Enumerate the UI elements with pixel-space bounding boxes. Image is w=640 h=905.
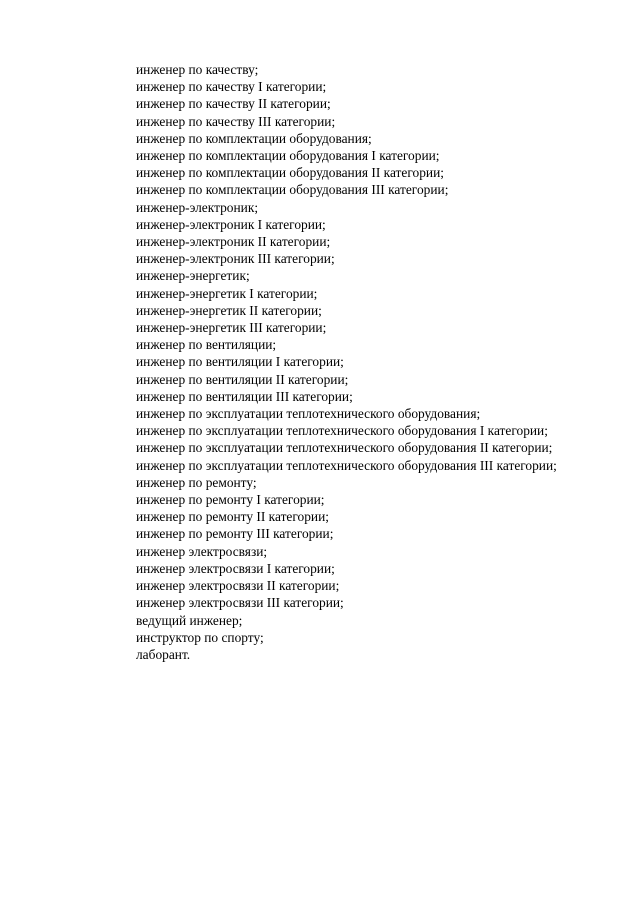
list-item: инженер электросвязи;	[136, 543, 268, 559]
list-item: инженер по комплектации оборудования II категории;	[136, 165, 444, 181]
list-item: ведущий инженер;	[136, 612, 243, 628]
list-item: инженер по ремонту I категории;	[136, 492, 325, 508]
list-item: инженер-энергетик;	[136, 268, 250, 284]
list-item: инженер по эксплуатации теплотехнического оборудования III категории;	[136, 457, 557, 473]
list-item: инженер по качеству I категории;	[136, 79, 327, 95]
list-item: инженер по ремонту;	[136, 474, 257, 490]
list-item: инженер по комплектации оборудования;	[136, 130, 372, 146]
list-item: инженер-энергетик III категории;	[136, 320, 327, 336]
list-item: инженер электросвязи II категории;	[136, 578, 340, 594]
list-item: инженер-энергетик I категории;	[136, 285, 318, 301]
list-item: инженер по качеству II категории;	[136, 96, 331, 112]
list-item: инженер по вентиляции I категории;	[136, 354, 344, 370]
list-item: лаборант.	[136, 646, 191, 662]
list-item: инженер по эксплуатации теплотехнического оборудования II категории;	[136, 440, 553, 456]
list-item: инженер-электроник II категории;	[136, 234, 331, 250]
list-item: инженер по вентиляции II категории;	[136, 371, 349, 387]
list-item: инженер-электроник I категории;	[136, 216, 326, 232]
list-item: инженер по ремонту II категории;	[136, 509, 329, 525]
list-item: инженер-электроник;	[136, 199, 259, 215]
list-item: инженер по вентиляции;	[136, 337, 277, 353]
list-item: инженер по качеству III категории;	[136, 113, 336, 129]
list-item: инженер по эксплуатации теплотехнического оборудования I категории;	[136, 423, 548, 439]
list-item: инженер электросвязи III категории;	[136, 595, 344, 611]
list-item: инженер по вентиляции III категории;	[136, 388, 353, 404]
list-item: инженер по комплектации оборудования I категории;	[136, 148, 440, 164]
list-item: инженер электросвязи I категории;	[136, 560, 335, 576]
position-list	[94, 61, 594, 663]
list-item: инженер по ремонту III категории;	[136, 526, 334, 542]
list-item: инженер по качеству;	[136, 62, 259, 77]
list-item: инструктор по спорту;	[136, 629, 264, 645]
list-item: инженер по комплектации оборудования III категории;	[136, 182, 449, 198]
list-item: инженер по эксплуатации теплотехнического оборудования;	[136, 406, 481, 422]
list-item: инженер-энергетик II категории;	[136, 302, 322, 318]
list-item: инженер-электроник III категории;	[136, 251, 335, 267]
